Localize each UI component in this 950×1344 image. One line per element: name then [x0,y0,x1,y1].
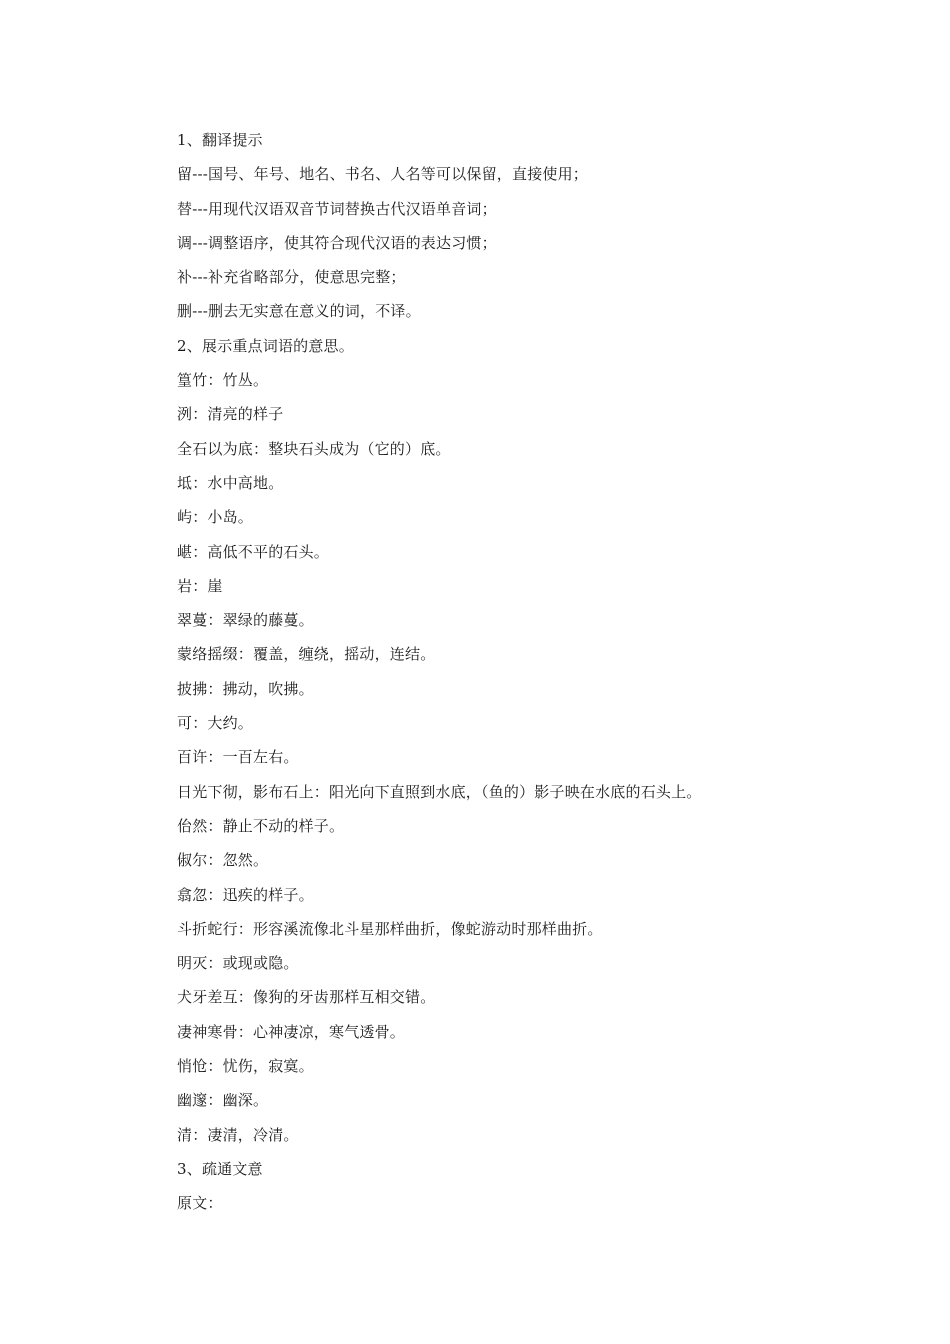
glossary-entry: 俶尔：忽然。 [177,851,269,870]
tip-keep: 留---国号、年号、地名、书名、人名等可以保留，直接使用； [177,165,589,184]
glossary-entry: 披拂：拂动，吹拂。 [177,679,314,698]
glossary-entry: 篁竹：竹丛。 [177,371,269,390]
glossary-entry: 悄怆：忧伤，寂寞。 [177,1057,314,1076]
glossary-entry: 翕忽：迅疾的样子。 [177,885,314,904]
original-text-label: 原文： [177,1194,223,1213]
glossary-entry: 全石以为底：整块石头成为（它的）底。 [177,439,451,458]
glossary-entry: 幽邃：幽深。 [177,1091,269,1110]
glossary-entry: 洌：清亮的样子 [177,405,284,424]
glossary-entry: 犬牙差互：像狗的牙齿那样互相交错。 [177,988,436,1007]
glossary-entry: 岩：崖 [177,576,223,595]
glossary-entry: 百许：一百左右。 [177,748,299,767]
glossary-entry: 嵁：高低不平的石头。 [177,542,330,561]
glossary-entry: 明灭：或现或隐。 [177,954,299,973]
glossary-entry: 日光下彻，影布石上：阳光向下直照到水底，（鱼的）影子映在水底的石头上。 [177,782,702,801]
glossary-entry: 坻：水中高地。 [177,473,284,492]
section-heading-translation-tips: 1、翻译提示 [177,131,263,149]
glossary-entry: 斗折蛇行：形容溪流像北斗星那样曲折，像蛇游动时那样曲折。 [177,919,603,938]
tip-delete: 删---删去无实意在意义的词，不译。 [177,302,421,321]
tip-replace: 替---用现代汉语双音节词替换古代汉语单音词； [177,199,497,218]
glossary-entry: 蒙络摇缀：覆盖，缠绕，摇动，连结。 [177,645,436,664]
glossary-entry: 佁然：静止不动的样子。 [177,816,345,835]
glossary-entry: 屿：小岛。 [177,508,254,527]
section-heading-key-words: 2、展示重点词语的意思。 [177,336,354,355]
document-body [177,123,897,1221]
tip-adjust: 调---调整语序，使其符合现代汉语的表达习惯； [177,233,497,252]
glossary-entry: 可：大约。 [177,714,254,733]
tip-supplement: 补---补充省略部分，使意思完整； [177,268,406,287]
glossary-entry: 凄神寒骨：心神凄凉，寒气透骨。 [177,1022,406,1041]
section-heading-meaning: 3、疏通文意 [177,1159,263,1178]
glossary-entry: 清：凄清，冷清。 [177,1125,299,1144]
glossary-entry: 翠蔓：翠绿的藤蔓。 [177,611,314,630]
